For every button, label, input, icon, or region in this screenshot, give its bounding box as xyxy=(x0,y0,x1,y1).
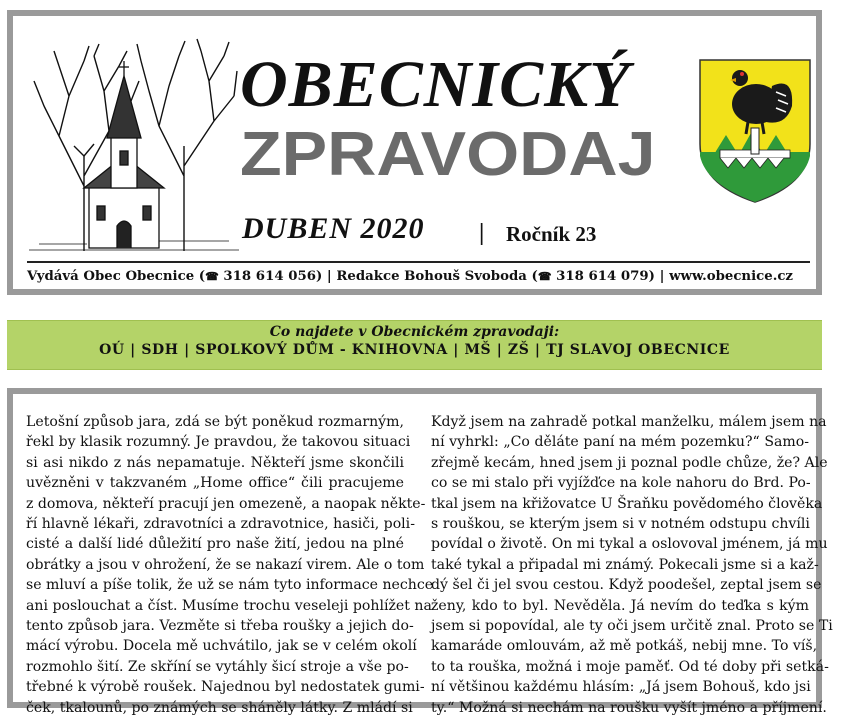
phone-icon: ☎ xyxy=(205,270,219,283)
church-illustration xyxy=(29,36,239,254)
text-line: mácí výrobu. Docela mě uchvátilo, jak se v celém okolí xyxy=(26,638,417,655)
text-line: řekl by klasik rozumný. Je pravdou, že takovou situaci xyxy=(26,434,411,451)
crest-icon xyxy=(696,56,814,204)
article-frame xyxy=(7,388,833,716)
text-line: z domova, někteří pracují jen omezeně, a naopak někte- xyxy=(26,495,426,512)
contents-heading: Co najdete v Obecnickém zpravodaji: xyxy=(269,324,560,340)
text-line: to ta rouška, možná i moje paměť. Od té doby při setká- xyxy=(431,658,829,675)
text-line: tkal jsem na křižovatce U Šraňku povědomého člověka xyxy=(431,495,823,512)
article-column-left xyxy=(26,412,434,718)
publisher-phone: 318 614 056) xyxy=(218,269,323,284)
text-line: obrátky a jsou v ohrožení, že se nakazí virem. Ale o tom xyxy=(26,556,425,573)
text-line: ani poslouchat a číst. Musíme trochu veseleji pohlížet na xyxy=(26,597,432,614)
text-line: co se mi stalo při vyjížďce na kole nahoru do Brd. Po- xyxy=(431,475,811,492)
volume-number: Ročník 23 xyxy=(506,222,597,246)
text-line: povídal o životě. On mi tykal a oslovoval jménem, já mu xyxy=(431,536,828,553)
text-line: také tykal a připadal mi známý. Pokecali jsme si a kaž- xyxy=(431,556,819,573)
article-column-right xyxy=(431,412,833,718)
text-line: ří hlavně lékaři, zdravotníci a zdravotnice, hasiči, poli- xyxy=(26,516,415,533)
text-line: ty.“ Možná si nechám na roušku vyšít jméno a příjmení. xyxy=(431,699,827,716)
contents-banner xyxy=(7,320,822,370)
text-line: dý šel či jel svou cestou. Když poodešel, zeptal jsem se xyxy=(431,577,822,594)
text-line: kamaráde omlouvám, až mě potkáš, nebij mne. To víš, xyxy=(431,638,818,655)
issue-date: DUBEN 2020 xyxy=(242,212,425,245)
contact-rule xyxy=(27,261,810,263)
text-line: Když jsem na zahradě potkal manželku, málem jsem na xyxy=(431,414,827,430)
text-line: ček, tkalounů, po známých se sháněly látky. Z mládí si xyxy=(26,699,413,716)
phone-icon: ☎ xyxy=(537,270,552,283)
text-line: s rouškou, se kterým jsem si v notném odstupu chvíli xyxy=(431,516,810,533)
text-line: ní většinou každému hlásím: „Já jsem Bohouš, kdo jsi xyxy=(431,679,811,696)
editor-label: Redakce Bohouš Svoboda ( xyxy=(336,269,538,284)
text-line: uvězněni v takzvaném „Home office“ čili pracujeme xyxy=(26,475,404,492)
text-line: třebné k výrobě roušek. Najednou byl nedostatek gumi- xyxy=(26,679,425,696)
text-line: cisté a další lidé důležití pro naše žití, jedou na plné xyxy=(26,536,404,553)
text-line: ní vyhrkl: „Co děláte paní na mém pozemku?“ Samo- xyxy=(431,434,809,451)
contents-sections: OÚ | SDH | SPOLKOVÝ DŮM - KNIHOVNA | MŠ | ZŠ | TJ SLAVOJ OBECNICE xyxy=(99,342,730,358)
website-link[interactable]: www.obecnice.cz xyxy=(669,269,793,284)
masthead xyxy=(7,10,822,295)
text-line: ženy, kdo to byl. Nevěděla. Já nevím do teďka s kým xyxy=(431,597,809,614)
title-line2: ZPRAVODAJ xyxy=(240,120,656,189)
text-line: tento způsob jara. Vezměte si třeba roušky a jejich do- xyxy=(26,618,414,635)
editor-phone: 318 614 079) xyxy=(551,269,655,284)
contact-line xyxy=(27,269,810,284)
text-line: se mluví a píše tolik, že už se nám tyto informace nechce xyxy=(26,577,434,594)
contact-separator: | xyxy=(654,269,670,284)
issue-separator: | xyxy=(479,220,485,246)
title-line1: OBECNICKÝ xyxy=(240,48,631,121)
contact-separator: | xyxy=(322,269,337,284)
text-line: si asi nikdo z nás nepamatuje. Někteří jsme skončili xyxy=(26,454,404,471)
publisher-label: Vydává Obec Obecnice ( xyxy=(27,269,206,284)
text-line: zřejmě kecám, hned jsem ji poznal podle chůze, že? Ale xyxy=(431,454,828,471)
text-line: rozmohlo šití. Ze skříní se vytáhly šicí stroje a vše po- xyxy=(26,658,409,675)
text-line: Letošní způsob jara, zdá se být poněkud rozmarným, xyxy=(26,414,404,430)
text-line: jsem si popovídal, ale ty oči jsem určitě znal. Proto se Ti xyxy=(431,618,833,635)
